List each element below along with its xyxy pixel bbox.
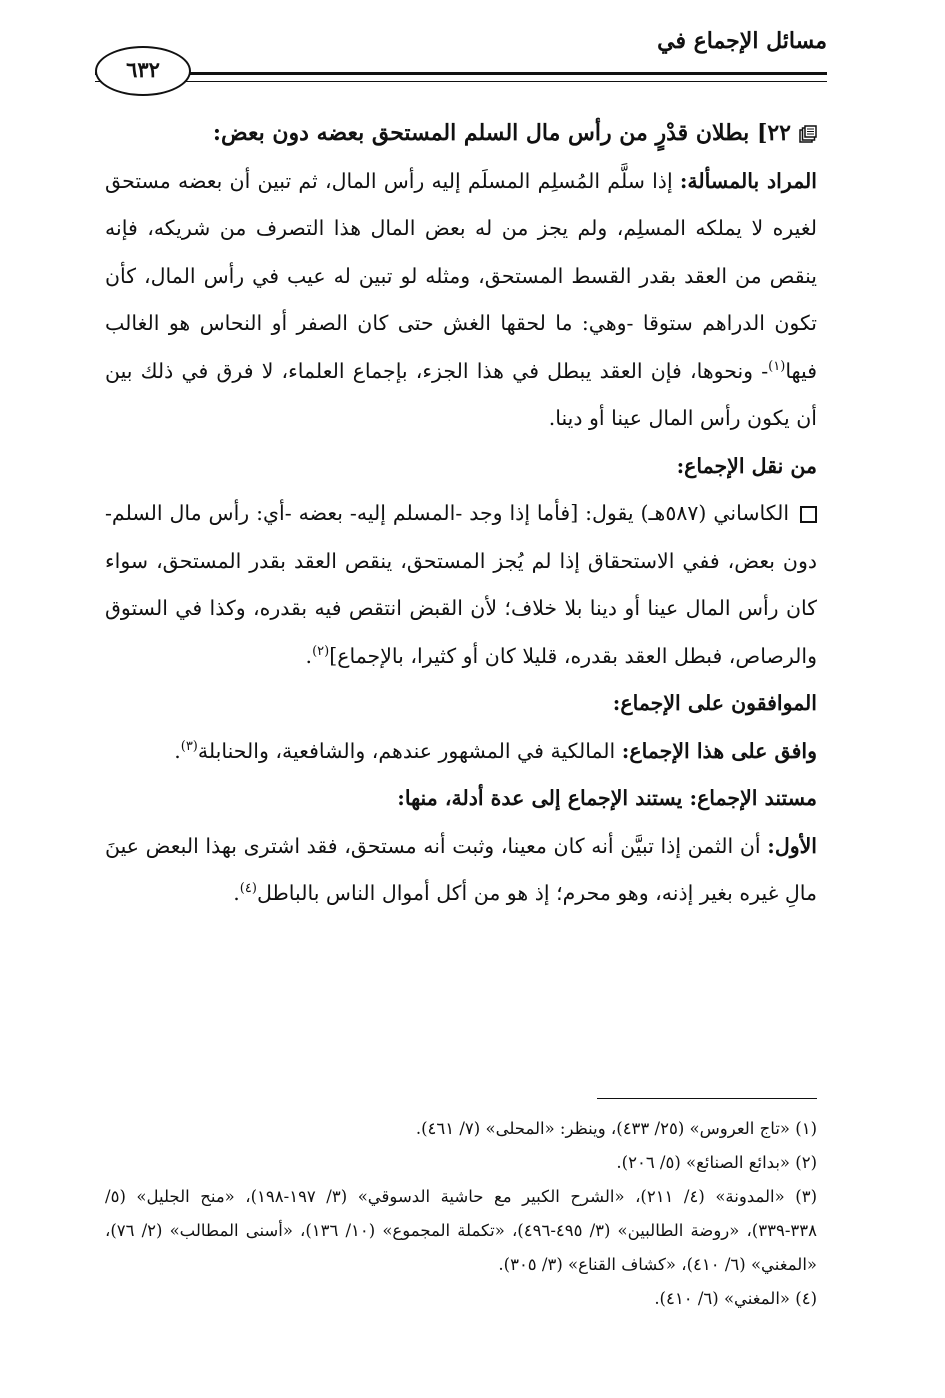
transmitters-heading: من نقل الإجماع:	[676, 453, 817, 478]
first-evidence	[105, 823, 817, 918]
agreeing-heading: الموافقون على الإجماع:	[612, 691, 817, 715]
agreeing-text: المالكية في المشهور عندهم، والشافعية، والحنابلة	[197, 738, 622, 763]
footnote-ref-3: (٣)	[180, 738, 198, 754]
issue-heading	[105, 110, 817, 158]
issue-explanation-label: المراد بالمسألة:	[679, 168, 817, 193]
book-stack-icon	[799, 125, 817, 143]
main-text	[105, 110, 817, 918]
first-evidence-end: .	[233, 881, 240, 905]
footnote-1: (١) «تاج العروس» (٢٥/ ٤٣٣)، وينظر: «المحلى» (٧/ ٤٦١).	[415, 1119, 817, 1138]
kasani-quote-text: الكاساني (٥٨٧هـ) يقول: [فأما إذا وجد -المسلم إليه- بعضه -أي: رأس مال السلم- دون بعض، ففي الاستحقاق إذا لم يُجز المستحق، ينقص العقد بقدر المستحق، سواء كان رأس المال عينا أو دينا بلا خلاف؛ لأن القبض انتقص فيه بقدره، وكذا في الستوق والرصاص، فبطل العقد بقدره، قليلا كان أو كثيرا، بالإجماع]	[105, 501, 817, 668]
footnote-2: (٢) «بدائع الصنائع» (٥/ ٢٠٦).	[616, 1153, 817, 1172]
running-header	[95, 28, 827, 98]
page-number: ٦٣٢	[95, 46, 191, 96]
header-rule	[95, 72, 827, 82]
footnote-4: (٤) «المغني» (٦/ ٤١٠).	[654, 1289, 817, 1308]
header-title: مسائل الإجماع في	[657, 28, 827, 54]
issue-explanation-text-end: - ونحوها، فإن العقد يبطل في هذا الجزء، بإجماع العلماء، لا فرق في ذلك بين أن يكون رأس المال عينا أو دينا.	[105, 358, 817, 430]
agreeing-end: .	[174, 738, 181, 763]
kasani-quote	[105, 490, 817, 680]
agreeing-paragraph	[105, 728, 817, 776]
footnote-ref-1: (١)	[768, 358, 786, 374]
issue-heading-text: ٢٢] بطلان قدْرٍ من رأس مال السلم المستحق بعضه دون بعض:	[212, 120, 791, 146]
footnote-separator	[597, 1098, 817, 1099]
first-evidence-text: أن الثمن إذا تبيَّن أنه كان معينا، وثبت أنه مستحق، فقد اشترى بهذا البعض عينَ مالِ غيره بغير إذنه، وهو محرم؛ إذ هو من أكل أموال الناس بالباطل	[105, 833, 817, 905]
square-bullet-icon	[800, 506, 817, 523]
agreeing-label: وافق على هذا الإجماع:	[621, 738, 817, 763]
footnote-ref-2: (٢)	[312, 643, 330, 659]
issue-explanation	[105, 158, 817, 443]
issue-explanation-text: إذا سلَّم المُسلِم المسلَم إليه رأس المال، ثم تبين أن بعضه مستحق لغيره لا يملكه المسلِم، ولم يجز من له بعض المال هذا التصرف من شريكه، فإنه ينقص من العقد بقدر القسط المستحق، ومثله لو تبين له عيب في رأس المال، كأن تكون الدراهم ستوقا -وهي: ما لحقها الغش حتى كان الصفر أو النحاس هو الغالب فيها	[105, 168, 817, 383]
footnote-3: (٣) «المدونة» (٤/ ٢١١)، «الشرح الكبير مع حاشية الدسوقي» (٣/ ١٩٧-١٩٨)، «منح الجليل» (٥/ ٣٣٨-٣٣٩)، «روضة الطالبين» (٣/ ٤٩٥-٤٩٦)، «تكملة المجموع» (١٠/ ١٣٦)، «أسنى المطالب» (٢/ ٧٦)، «المغني» (٦/ ٤١٠)، «كشاف القناع» (٣/ ٣٠٥).	[105, 1187, 817, 1274]
footnotes	[105, 1112, 817, 1316]
basis-heading: مستند الإجماع: يستند الإجماع إلى عدة أدلة، منها:	[397, 786, 817, 810]
footnote-ref-4: (٤)	[239, 881, 257, 897]
kasani-quote-end: .	[305, 643, 313, 668]
first-evidence-label: الأول:	[767, 833, 817, 858]
